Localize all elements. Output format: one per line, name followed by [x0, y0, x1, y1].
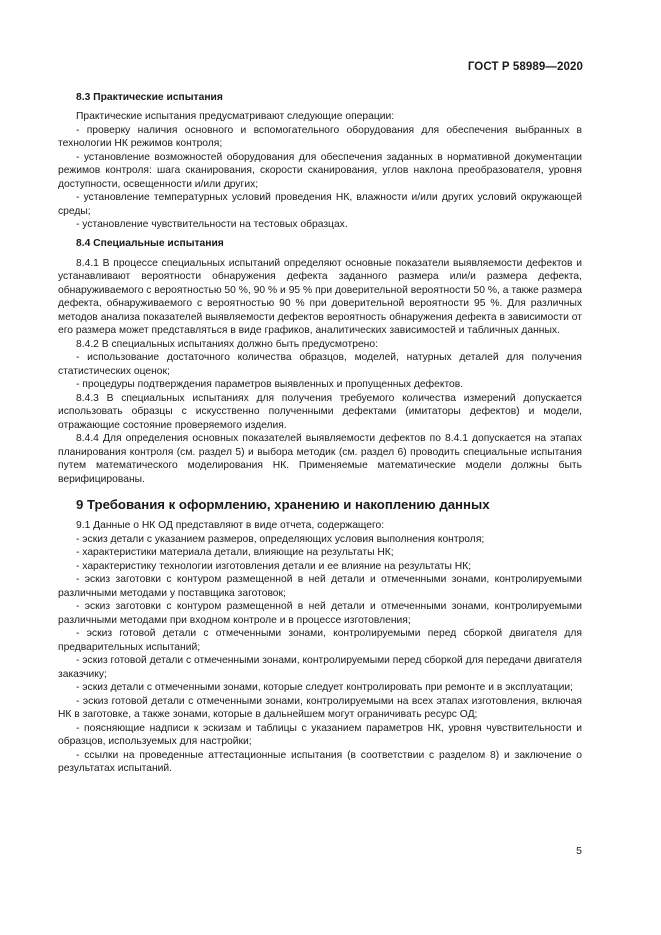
- list-item: - эскиз готовой детали с отмеченными зонами, контролируемыми перед сборкой для передачи двигателя заказчику;: [58, 655, 582, 680]
- list-item: - установление температурных условий проведения НК, влажности и/или других условий окружающей среды;: [58, 192, 582, 217]
- section-8-4-heading: 8.4 Специальные испытания: [76, 237, 224, 249]
- list-item: - характеристику технологии изготовления детали и ее влияние на результаты НК;: [76, 560, 472, 572]
- document-body: [58, 91, 582, 776]
- paragraph: 9.1 Данные о НК ОД представляют в виде отчета, содержащего:: [76, 520, 385, 531]
- section-9-heading: 9 Требования к оформлению, хранению и накоплению данных: [76, 497, 490, 512]
- list-item: - характеристики материала детали, влияющие на результаты НК;: [76, 547, 394, 558]
- document-code: ГОСТ Р 58989—2020: [467, 61, 583, 73]
- paragraph: 8.4.1 В процессе специальных испытаний определяют основные показатели выявляемости дефектов и устанавливают вероятности обнаружения дефекта заданного размера или/и размера дефекта, обнаруживаемого с вероятностью 50 %, 90 % и 95 % при доверительной вероятности 50 %, а также размера дефекта, обнаруживаемого с вероятностью 90 % при доверительной вероятности 95 %. Для различных методов анализа показателей выявляемости дефектов вероятность обнаружения дефекта в зависимости от его размера может представляться в виде графиков, аналитических зависимостей и табличных данных.: [58, 257, 582, 336]
- section-8-3-heading: 8.3 Практические испытания: [76, 92, 223, 103]
- page-number: 5: [576, 845, 582, 857]
- list-item: - установление возможностей оборудования для обеспечения заданных в нормативной документации режимов контроля: шага сканирования, скорости сканирования, углов наклона преобразователя, уровня доступности, освещенности и/или других;: [58, 151, 582, 190]
- list-item: - эскиз детали с отмеченными зонами, которые следует контролировать при ремонте и в эксплуатации;: [76, 682, 573, 693]
- list-item: - использование достаточного количества образцов, моделей, натурных деталей для получения статистических оценок;: [58, 352, 582, 377]
- paragraph: Практические испытания предусматривают следующие операции:: [76, 111, 395, 122]
- paragraph: 8.4.3 В специальных испытаниях для получения требуемого количества измерений допускается использовать образцы с искусственно полученными дефектами (имитаторы дефектов) и модели, отражающие состояние проверяемого изделия.: [58, 392, 582, 431]
- list-item: - эскиз готовой детали с отмеченными зонами, контролируемыми на всех этапах изготовления, включая НК в заготовке, а также зонами, которые в дальнейшем могут ограничивать ресурс ОД;: [58, 695, 582, 720]
- list-item: - установление чувствительности на тестовых образцах.: [76, 219, 348, 230]
- paragraph: 8.4.4 Для определения основных показателей выявляемости дефектов по 8.4.1 допускается на этапах планирования контроля (см. раздел 5) и выбора методик (см. раздел 6) проводить специальные испытания путем математического моделирования НК. Применяемые математические модели должны быть верифицированы.: [58, 433, 582, 485]
- list-item: - ссылки на проведенные аттестационные испытания (в соответствии с разделом 8) и заключение о результатах испытаний.: [58, 749, 582, 774]
- list-item: - эскиз готовой детали с отмеченными зонами, контролируемыми перед сборкой двигателя для предварительных испытаний;: [58, 628, 582, 653]
- list-item: - эскиз заготовки с контуром размещенной в ней детали и отмеченными зонами, контролируемыми различными методами при входном контроле и в процессе изготовления;: [58, 601, 582, 626]
- list-item: - эскиз детали с указанием размеров, определяющих условия выполнения контроля;: [76, 533, 485, 545]
- paragraph: 8.4.2 В специальных испытаниях должно быть предусмотрено:: [76, 338, 378, 350]
- list-item: - поясняющие надписи к эскизам и таблицы с указанием параметров НК, уровня чувствительности и образцов, используемых для настройки;: [58, 722, 582, 747]
- list-item: - проверку наличия основного и вспомогательного оборудования для обеспечения выбранных в технологии НК режимов контроля;: [58, 124, 582, 149]
- list-item: - эскиз заготовки с контуром размещенной в ней детали и отмеченными зонами, контролируемыми различными методами у поставщика заготовок;: [58, 574, 582, 599]
- list-item: - процедуры подтверждения параметров выявленных и пропущенных дефектов.: [76, 379, 464, 390]
